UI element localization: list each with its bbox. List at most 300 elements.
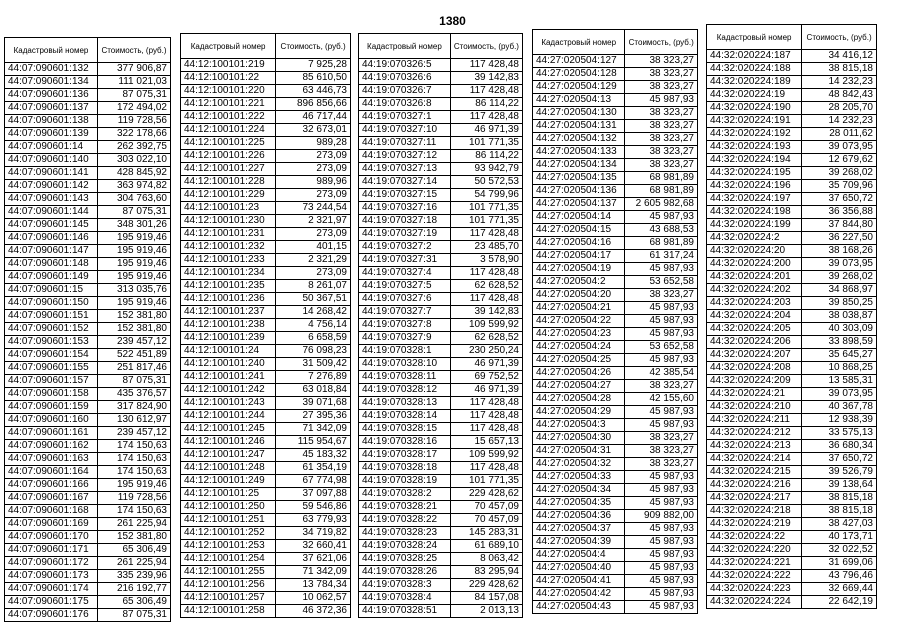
cost-cell: 61 317,24 <box>625 250 698 263</box>
cost-cell: 909 882,00 <box>625 510 698 523</box>
cadastral-number-cell: 44:27:020504:25 <box>533 354 625 367</box>
cost-cell: 111 021,03 <box>97 76 170 89</box>
cost-cell: 53 652,58 <box>625 276 698 289</box>
cadastral-number-cell: 44:19:070328:17 <box>359 449 451 462</box>
table-row <box>707 63 877 76</box>
cadastral-number-cell: 44:07:090601:136 <box>5 89 98 102</box>
cost-cell: 61 689,10 <box>450 540 522 553</box>
cost-cell: 37 650,72 <box>802 193 877 206</box>
cadastral-number-cell: 44:32:020224:216 <box>707 479 802 492</box>
table-row <box>181 592 351 605</box>
table-row <box>5 193 171 206</box>
cost-cell: 32 673,01 <box>276 124 351 137</box>
cost-cell: 273,09 <box>276 267 351 280</box>
cadastral-number-cell: 44:19:070327:16 <box>359 202 451 215</box>
table-row <box>707 414 877 427</box>
cadastral-number-cell: 44:19:070328:19 <box>359 475 451 488</box>
cadastral-number-cell: 44:12:100101:219 <box>181 59 276 72</box>
cadastral-number-cell: 44:19:070328:2 <box>359 488 451 501</box>
table-row <box>533 471 698 484</box>
cadastral-number-cell: 44:32:020224:19 <box>707 89 802 102</box>
table-row <box>359 540 523 553</box>
column-header-cost: Стоимость, (руб.) <box>450 34 522 59</box>
cost-cell: 48 842,43 <box>802 89 877 102</box>
table-row <box>533 94 698 107</box>
table-row <box>359 215 523 228</box>
cost-cell: 46 372,36 <box>276 605 351 618</box>
cost-cell: 38 815,18 <box>802 492 877 505</box>
cadastral-number-cell: 44:12:100101:231 <box>181 228 276 241</box>
cadastral-number-cell: 44:07:090601:163 <box>5 453 98 466</box>
table-row <box>181 176 351 189</box>
table-row <box>707 349 877 362</box>
cost-cell: 152 381,80 <box>97 323 170 336</box>
cost-cell: 273,09 <box>276 189 351 202</box>
table-row <box>707 76 877 89</box>
cadastral-number-cell: 44:32:020224:224 <box>707 596 802 609</box>
cadastral-number-cell: 44:32:020224:223 <box>707 583 802 596</box>
cost-cell: 54 799,96 <box>450 189 522 202</box>
table-row <box>533 328 698 341</box>
table-row <box>707 297 877 310</box>
table-row <box>5 141 171 154</box>
table-row <box>181 137 351 150</box>
table-row <box>707 401 877 414</box>
table-row <box>707 596 877 609</box>
table-row <box>359 85 523 98</box>
cadastral-number-cell: 44:07:090601:167 <box>5 492 98 505</box>
cost-cell: 101 771,35 <box>450 202 522 215</box>
table-row <box>533 562 698 575</box>
cost-cell: 33 898,59 <box>802 336 877 349</box>
cost-cell: 45 987,93 <box>625 549 698 562</box>
cadastral-number-cell: 44:19:070327:11 <box>359 137 451 150</box>
cost-cell: 43 688,53 <box>625 224 698 237</box>
cadastral-number-cell: 44:27:020504:34 <box>533 484 625 497</box>
cost-cell: 195 919,46 <box>97 232 170 245</box>
table-row <box>181 85 351 98</box>
cadastral-number-cell: 44:07:090601:151 <box>5 310 98 323</box>
table-row <box>181 202 351 215</box>
cadastral-number-cell: 44:12:100101:238 <box>181 319 276 332</box>
cadastral-number-cell: 44:32:020224:193 <box>707 141 802 154</box>
table-row <box>181 228 351 241</box>
cadastral-number-cell: 44:27:020504:15 <box>533 224 625 237</box>
column-header-cost: Стоимость, (руб.) <box>625 30 698 55</box>
cost-cell: 174 150,63 <box>97 505 170 518</box>
table-row <box>181 254 351 267</box>
cost-cell: 28 205,70 <box>802 102 877 115</box>
cost-cell: 989,28 <box>276 137 351 150</box>
table-row <box>181 514 351 527</box>
table-row <box>5 505 171 518</box>
table-header-row <box>533 30 698 55</box>
table-row <box>359 345 523 358</box>
cadastral-table-5 <box>706 24 877 609</box>
cost-cell: 22 642,19 <box>802 596 877 609</box>
cadastral-number-cell: 44:07:090601:162 <box>5 440 98 453</box>
table-row <box>181 124 351 137</box>
cadastral-number-cell: 44:27:020504:32 <box>533 458 625 471</box>
table-row <box>5 466 171 479</box>
table-row <box>707 440 877 453</box>
cost-cell: 39 268,02 <box>802 271 877 284</box>
cost-cell: 152 381,80 <box>97 531 170 544</box>
cost-cell: 38 038,87 <box>802 310 877 323</box>
cadastral-number-cell: 44:19:070327:6 <box>359 293 451 306</box>
cost-cell: 117 428,48 <box>450 423 522 436</box>
cadastral-number-cell: 44:27:020504:26 <box>533 367 625 380</box>
cadastral-number-cell: 44:32:020224:209 <box>707 375 802 388</box>
table-row <box>707 206 877 219</box>
cost-cell: 84 157,08 <box>450 592 522 605</box>
cost-cell: 230 250,24 <box>450 345 522 358</box>
table-row <box>533 354 698 367</box>
cadastral-number-cell: 44:19:070328:4 <box>359 592 451 605</box>
table-row <box>707 50 877 63</box>
table-row <box>359 371 523 384</box>
cost-cell: 45 987,93 <box>625 302 698 315</box>
cadastral-number-cell: 44:12:100101:225 <box>181 137 276 150</box>
cost-cell: 28 011,62 <box>802 128 877 141</box>
table-row <box>5 258 171 271</box>
table-row <box>707 362 877 375</box>
table-row <box>5 271 171 284</box>
cadastral-number-cell: 44:07:090601:155 <box>5 362 98 375</box>
table-row <box>533 133 698 146</box>
cost-cell: 65 306,49 <box>97 544 170 557</box>
cost-cell: 14 232,23 <box>802 115 877 128</box>
cost-cell: 45 987,93 <box>625 419 698 432</box>
cost-cell: 46 971,39 <box>450 124 522 137</box>
cost-cell: 896 856,66 <box>276 98 351 111</box>
cadastral-number-cell: 44:27:020504:4 <box>533 549 625 562</box>
table-row <box>533 237 698 250</box>
table-row <box>181 371 351 384</box>
cost-cell: 45 987,93 <box>625 211 698 224</box>
cadastral-number-cell: 44:12:100101:258 <box>181 605 276 618</box>
cost-cell: 39 073,95 <box>802 258 877 271</box>
cost-cell: 377 906,87 <box>97 63 170 76</box>
cadastral-number-cell: 44:12:100101:242 <box>181 384 276 397</box>
table-row <box>181 319 351 332</box>
cost-cell: 117 428,48 <box>450 267 522 280</box>
cadastral-number-cell: 44:32:020224:194 <box>707 154 802 167</box>
cadastral-number-cell: 44:19:070328:24 <box>359 540 451 553</box>
cost-cell: 35 645,27 <box>802 349 877 362</box>
cost-cell: 195 919,46 <box>97 479 170 492</box>
cadastral-number-cell: 44:32:020224:191 <box>707 115 802 128</box>
table-row <box>533 185 698 198</box>
cadastral-number-cell: 44:19:070328:1 <box>359 345 451 358</box>
cost-cell: 14 232,23 <box>802 76 877 89</box>
cost-cell: 45 987,93 <box>625 94 698 107</box>
cadastral-number-cell: 44:12:100101:239 <box>181 332 276 345</box>
cost-cell: 229 428,62 <box>450 488 522 501</box>
table-row <box>707 583 877 596</box>
cadastral-number-cell: 44:27:020504:19 <box>533 263 625 276</box>
cost-cell: 174 150,63 <box>97 453 170 466</box>
cost-cell: 45 987,93 <box>625 575 698 588</box>
cadastral-number-cell: 44:19:070326:7 <box>359 85 451 98</box>
cost-cell: 36 680,34 <box>802 440 877 453</box>
table-row <box>533 575 698 588</box>
table-row <box>359 124 523 137</box>
cadastral-number-cell: 44:19:070328:22 <box>359 514 451 527</box>
table-row <box>181 397 351 410</box>
cadastral-number-cell: 44:27:020504:17 <box>533 250 625 263</box>
cadastral-number-cell: 44:27:020504:31 <box>533 445 625 458</box>
cadastral-number-cell: 44:27:020504:27 <box>533 380 625 393</box>
table-row <box>181 267 351 280</box>
cost-cell: 34 719,82 <box>276 527 351 540</box>
table-row <box>533 497 698 510</box>
cost-cell: 68 981,89 <box>625 172 698 185</box>
table-row <box>5 544 171 557</box>
cadastral-number-cell: 44:12:100101:248 <box>181 462 276 475</box>
table-row <box>359 332 523 345</box>
table-row <box>533 406 698 419</box>
cost-cell: 39 073,95 <box>802 388 877 401</box>
table-row <box>533 159 698 172</box>
table-row <box>359 228 523 241</box>
table-row <box>533 146 698 159</box>
cadastral-number-cell: 44:12:100101:241 <box>181 371 276 384</box>
cost-cell: 46 717,44 <box>276 111 351 124</box>
cadastral-number-cell: 44:32:020224:21 <box>707 388 802 401</box>
cadastral-number-cell: 44:32:020224:204 <box>707 310 802 323</box>
cost-cell: 7 925,28 <box>276 59 351 72</box>
cost-cell: 87 075,31 <box>97 609 170 622</box>
cadastral-number-cell: 44:27:020504:37 <box>533 523 625 536</box>
cost-cell: 117 428,48 <box>450 462 522 475</box>
cadastral-number-cell: 44:12:100101:246 <box>181 436 276 449</box>
cost-cell: 195 919,46 <box>97 297 170 310</box>
cadastral-number-cell: 44:32:020224:192 <box>707 128 802 141</box>
cadastral-number-cell: 44:19:070327:13 <box>359 163 451 176</box>
cadastral-number-cell: 44:19:070328:23 <box>359 527 451 540</box>
cadastral-number-cell: 44:12:100101:243 <box>181 397 276 410</box>
cost-cell: 317 824,90 <box>97 401 170 414</box>
table-row <box>181 98 351 111</box>
cadastral-number-cell: 44:27:020504:133 <box>533 146 625 159</box>
table-row <box>5 375 171 388</box>
table-row <box>181 501 351 514</box>
cost-cell: 117 428,48 <box>450 111 522 124</box>
cost-cell: 2 321,97 <box>276 215 351 228</box>
table-row <box>181 241 351 254</box>
cadastral-number-cell: 44:07:090601:170 <box>5 531 98 544</box>
table-row <box>5 102 171 115</box>
table-row <box>359 488 523 501</box>
table-row <box>707 102 877 115</box>
cost-cell: 39 138,64 <box>802 479 877 492</box>
table-row <box>181 280 351 293</box>
table-row <box>181 410 351 423</box>
cost-cell: 45 987,93 <box>625 497 698 510</box>
cost-cell: 59 546,86 <box>276 501 351 514</box>
cost-cell: 117 428,48 <box>450 228 522 241</box>
table-row <box>707 388 877 401</box>
table-row <box>5 479 171 492</box>
cadastral-number-cell: 44:19:070328:21 <box>359 501 451 514</box>
cadastral-number-cell: 44:32:020224:190 <box>707 102 802 115</box>
cost-cell: 86 114,22 <box>450 150 522 163</box>
cadastral-number-cell: 44:07:090601:15 <box>5 284 98 297</box>
cadastral-number-cell: 44:27:020504:42 <box>533 588 625 601</box>
cadastral-number-cell: 44:27:020504:29 <box>533 406 625 419</box>
table-row <box>359 280 523 293</box>
cadastral-number-cell: 44:32:020224:196 <box>707 180 802 193</box>
table-row <box>359 384 523 397</box>
cadastral-number-cell: 44:19:070328:18 <box>359 462 451 475</box>
cadastral-number-cell: 44:19:070328:11 <box>359 371 451 384</box>
cost-cell: 39 268,02 <box>802 167 877 180</box>
cost-cell: 32 669,44 <box>802 583 877 596</box>
cost-cell: 2 321,29 <box>276 254 351 267</box>
cadastral-table-2 <box>180 33 351 618</box>
cadastral-number-cell: 44:27:020504:130 <box>533 107 625 120</box>
cadastral-table-3 <box>358 33 523 618</box>
table-row <box>181 306 351 319</box>
cost-cell: 363 974,82 <box>97 180 170 193</box>
cadastral-number-cell: 44:27:020504:33 <box>533 471 625 484</box>
cadastral-number-cell: 44:19:070327:15 <box>359 189 451 202</box>
cost-cell: 109 599,92 <box>450 319 522 332</box>
column-header-cadastral-number: Кадастровый номер <box>359 34 451 59</box>
cost-cell: 36 227,50 <box>802 232 877 245</box>
table-row <box>707 271 877 284</box>
cadastral-number-cell: 44:19:070327:7 <box>359 306 451 319</box>
cost-cell: 117 428,48 <box>450 410 522 423</box>
cadastral-number-cell: 44:32:020224:195 <box>707 167 802 180</box>
cost-cell: 38 427,03 <box>802 518 877 531</box>
table-row <box>533 367 698 380</box>
cost-cell: 87 075,31 <box>97 375 170 388</box>
cadastral-number-cell: 44:32:020224:212 <box>707 427 802 440</box>
cadastral-number-cell: 44:12:100101:23 <box>181 202 276 215</box>
table-row <box>181 579 351 592</box>
table-row <box>181 215 351 228</box>
table-row <box>5 531 171 544</box>
table-row <box>533 484 698 497</box>
table-row <box>359 436 523 449</box>
cost-cell: 68 981,89 <box>625 185 698 198</box>
table-row <box>533 315 698 328</box>
table-row <box>707 154 877 167</box>
cadastral-number-cell: 44:32:020224:198 <box>707 206 802 219</box>
table-row <box>533 523 698 536</box>
table-row <box>359 501 523 514</box>
cost-cell: 62 628,52 <box>450 332 522 345</box>
cost-cell: 216 192,77 <box>97 583 170 596</box>
cost-cell: 348 301,26 <box>97 219 170 232</box>
cost-cell: 32 022,52 <box>802 544 877 557</box>
table-row <box>5 453 171 466</box>
cadastral-number-cell: 44:32:020224:213 <box>707 440 802 453</box>
cadastral-number-cell: 44:27:020504:127 <box>533 55 625 68</box>
table-row <box>533 445 698 458</box>
cadastral-number-cell: 44:07:090601:139 <box>5 128 98 141</box>
cadastral-number-cell: 44:19:070327:9 <box>359 332 451 345</box>
table-row <box>359 163 523 176</box>
cost-cell: 39 071,68 <box>276 397 351 410</box>
cost-cell: 239 457,12 <box>97 427 170 440</box>
cost-cell: 273,09 <box>276 228 351 241</box>
cadastral-number-cell: 44:19:070326:8 <box>359 98 451 111</box>
cadastral-number-cell: 44:27:020504:13 <box>533 94 625 107</box>
table-row <box>707 167 877 180</box>
cadastral-number-cell: 44:07:090601:176 <box>5 609 98 622</box>
cadastral-number-cell: 44:12:100101:235 <box>181 280 276 293</box>
cadastral-number-cell: 44:27:020504:36 <box>533 510 625 523</box>
cadastral-number-cell: 44:07:090601:150 <box>5 297 98 310</box>
cadastral-number-cell: 44:12:100101:249 <box>181 475 276 488</box>
cadastral-number-cell: 44:27:020504:28 <box>533 393 625 406</box>
cadastral-number-cell: 44:07:090601:153 <box>5 336 98 349</box>
cadastral-number-cell: 44:32:020224:222 <box>707 570 802 583</box>
table-row <box>533 263 698 276</box>
table-row <box>181 462 351 475</box>
table-row <box>5 232 171 245</box>
cost-cell: 12 938,39 <box>802 414 877 427</box>
cadastral-number-cell: 44:32:020224:220 <box>707 544 802 557</box>
table-row <box>707 141 877 154</box>
table-row <box>533 250 698 263</box>
cost-cell: 13 585,31 <box>802 375 877 388</box>
cadastral-number-cell: 44:32:020224:217 <box>707 492 802 505</box>
cadastral-number-cell: 44:19:070328:26 <box>359 566 451 579</box>
cadastral-number-cell: 44:19:070327:31 <box>359 254 451 267</box>
table-row <box>533 458 698 471</box>
cost-cell: 10 062,57 <box>276 592 351 605</box>
cost-cell: 31 509,42 <box>276 358 351 371</box>
table-row <box>5 388 171 401</box>
cost-cell: 117 428,48 <box>450 59 522 72</box>
table-row <box>5 362 171 375</box>
cost-cell: 12 679,62 <box>802 154 877 167</box>
cost-cell: 251 817,46 <box>97 362 170 375</box>
cost-cell: 6 658,59 <box>276 332 351 345</box>
table-row <box>707 466 877 479</box>
table-header-row <box>707 25 877 50</box>
table-row <box>181 449 351 462</box>
cost-cell: 119 728,56 <box>97 492 170 505</box>
cost-cell: 70 457,09 <box>450 501 522 514</box>
cost-cell: 40 303,09 <box>802 323 877 336</box>
cadastral-number-cell: 44:12:100101:245 <box>181 423 276 436</box>
cost-cell: 93 942,79 <box>450 163 522 176</box>
cadastral-number-cell: 44:32:020224:208 <box>707 362 802 375</box>
cost-cell: 45 987,93 <box>625 536 698 549</box>
table-row <box>707 531 877 544</box>
cadastral-number-cell: 44:19:070327:8 <box>359 319 451 332</box>
cadastral-number-cell: 44:07:090601:171 <box>5 544 98 557</box>
cadastral-number-cell: 44:19:070328:10 <box>359 358 451 371</box>
cadastral-number-cell: 44:27:020504:134 <box>533 159 625 172</box>
table-row <box>181 111 351 124</box>
cost-cell: 73 244,54 <box>276 202 351 215</box>
cost-cell: 45 987,93 <box>625 523 698 536</box>
cadastral-number-cell: 44:32:020224:214 <box>707 453 802 466</box>
table-row <box>359 59 523 72</box>
table-row <box>533 68 698 81</box>
cadastral-number-cell: 44:27:020504:30 <box>533 432 625 445</box>
cadastral-number-cell: 44:19:070328:16 <box>359 436 451 449</box>
table-row <box>707 180 877 193</box>
cost-cell: 117 428,48 <box>450 85 522 98</box>
cost-cell: 401,15 <box>276 241 351 254</box>
